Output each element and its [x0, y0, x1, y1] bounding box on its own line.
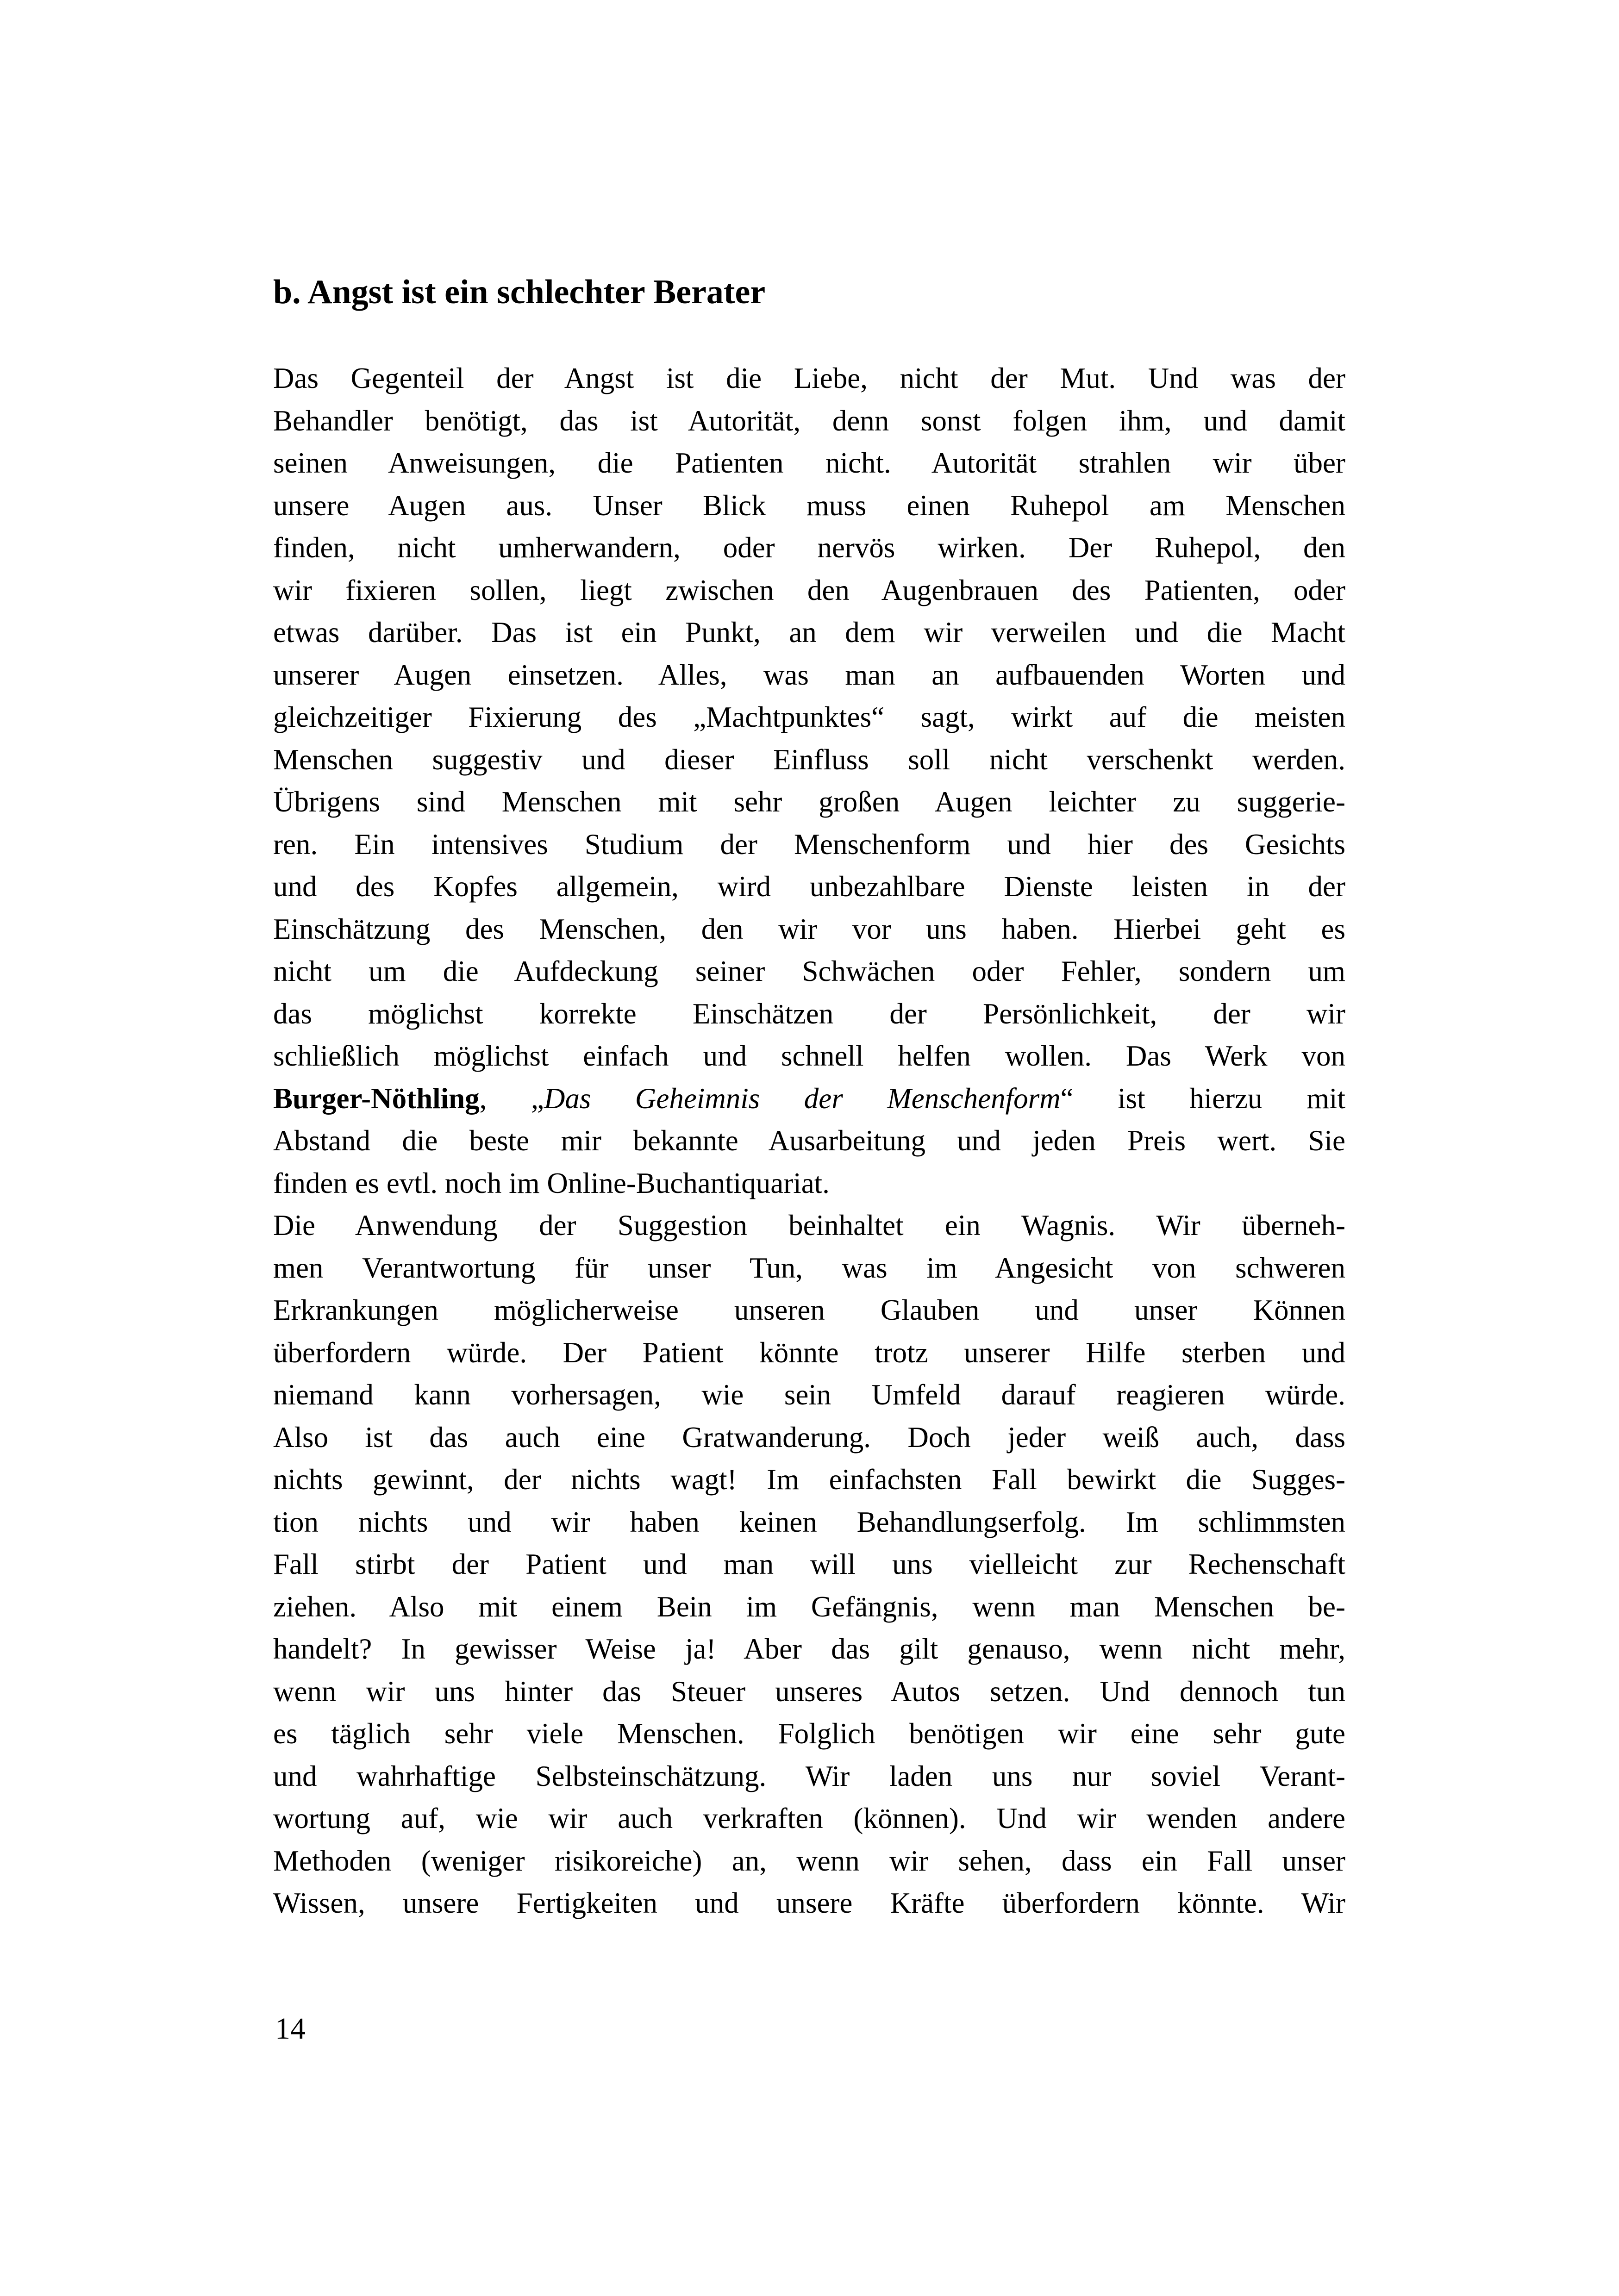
text-line: niemand kann vorhersagen, wie sein Umfeld darauf reagieren würde.	[273, 1379, 1345, 1411]
text-line: Einschätzung des Menschen, den wir vor uns haben. Hierbei geht es	[273, 912, 1345, 945]
text-line: Erkrankungen möglicherweise unseren Glauben und unser Können	[273, 1294, 1345, 1326]
text-line: Wissen, unsere Fertigkeiten und unsere Kräfte überfordern könnte. Wir	[273, 1887, 1345, 1919]
text-line: Behandler benötigt, das ist Autorität, denn sonst folgen ihm, und damit	[273, 404, 1345, 437]
body-text	[273, 357, 1345, 1925]
text-line: Menschen suggestiv und dieser Einfluss soll nicht verschenkt werden.	[273, 743, 1345, 776]
text-line: finden es evtl. noch im Online-Buchantiquariat.	[273, 1167, 830, 1199]
text-line: gleichzeitiger Fixierung des „Machtpunktes“ sagt, wirkt auf die meisten	[273, 701, 1345, 733]
page-number: 14	[275, 2012, 306, 2046]
text-line: seinen Anweisungen, die Patienten nicht. Autorität strahlen wir über	[273, 447, 1345, 479]
section-heading: b. Angst ist ein schlechter Berater	[273, 273, 766, 311]
text-line: wenn wir uns hinter das Steuer unseres Autos setzen. Und dennoch tun	[273, 1675, 1345, 1708]
text-line: das möglichst korrekte Einschätzen der Persönlichkeit, der wir	[273, 997, 1345, 1030]
text-line: nicht um die Aufdeckung seiner Schwächen oder Fehler, sondern um	[273, 955, 1345, 987]
text-line: wir fixieren sollen, liegt zwischen den Augenbrauen des Patienten, oder	[273, 574, 1345, 606]
text-line: men Verantwortung für unser Tun, was im Angesicht von schweren	[273, 1251, 1345, 1284]
text-line: es täglich sehr viele Menschen. Folglich benötigen wir eine sehr gute	[273, 1717, 1345, 1750]
text-line: handelt? In gewisser Weise ja! Aber das gilt genauso, wenn nicht mehr,	[273, 1633, 1345, 1665]
text-line: unserer Augen einsetzen. Alles, was man an aufbauenden Worten und	[273, 658, 1345, 691]
text-line: Das Gegenteil der Angst ist die Liebe, nicht der Mut. Und was der	[273, 362, 1345, 394]
text-line: und wahrhaftige Selbsteinschätzung. Wir laden uns nur soviel Verant-	[273, 1759, 1345, 1792]
text-line: tion nichts und wir haben keinen Behandlungserfolg. Im schlimmsten	[273, 1505, 1345, 1538]
text-line: schließlich möglichst einfach und schnell helfen wollen. Das Werk von	[273, 1040, 1345, 1072]
text-line: ren. Ein intensives Studium der Menschenform und hier des Gesichts	[273, 828, 1345, 861]
text-line: finden, nicht umherwandern, oder nervös wirken. Der Ruhepol, den	[273, 531, 1345, 564]
text-line: überfordern würde. Der Patient könnte trotz unserer Hilfe sterben und	[273, 1336, 1345, 1369]
text-line: Methoden (weniger risikoreiche) an, wenn wir sehen, dass ein Fall unser	[273, 1844, 1345, 1877]
text-line: Fall stirbt der Patient und man will uns vielleicht zur Rechenschaft	[273, 1548, 1345, 1580]
text-line: Übrigens sind Menschen mit sehr großen Augen leichter zu suggerie-	[273, 786, 1345, 818]
text-line: unsere Augen aus. Unser Blick muss einen Ruhepol am Menschen	[273, 489, 1345, 522]
text-line: ziehen. Also mit einem Bein im Gefängnis, wenn man Menschen be-	[273, 1590, 1345, 1623]
text-line: Abstand die beste mir bekannte Ausarbeitung und jeden Preis wert. Sie	[273, 1124, 1345, 1157]
text-line: wortung auf, wie wir auch verkraften (können). Und wir wenden andere	[273, 1802, 1345, 1834]
text-line: Die Anwendung der Suggestion beinhaltet ein Wagnis. Wir überneh-	[273, 1209, 1345, 1242]
text-line: nichts gewinnt, der nichts wagt! Im einfachsten Fall bewirkt die Sugges-	[273, 1463, 1345, 1496]
text-line: und des Kopfes allgemein, wird unbezahlbare Dienste leisten in der	[273, 870, 1345, 903]
text-line: Also ist das auch eine Gratwanderung. Doch jeder weiß auch, dass	[273, 1421, 1345, 1454]
text-line: Burger-Nöthling, „Das Geheimnis der Menschenform“ ist hierzu mit	[273, 1082, 1346, 1115]
text-line: etwas darüber. Das ist ein Punkt, an dem wir verweilen und die Macht	[273, 616, 1345, 649]
